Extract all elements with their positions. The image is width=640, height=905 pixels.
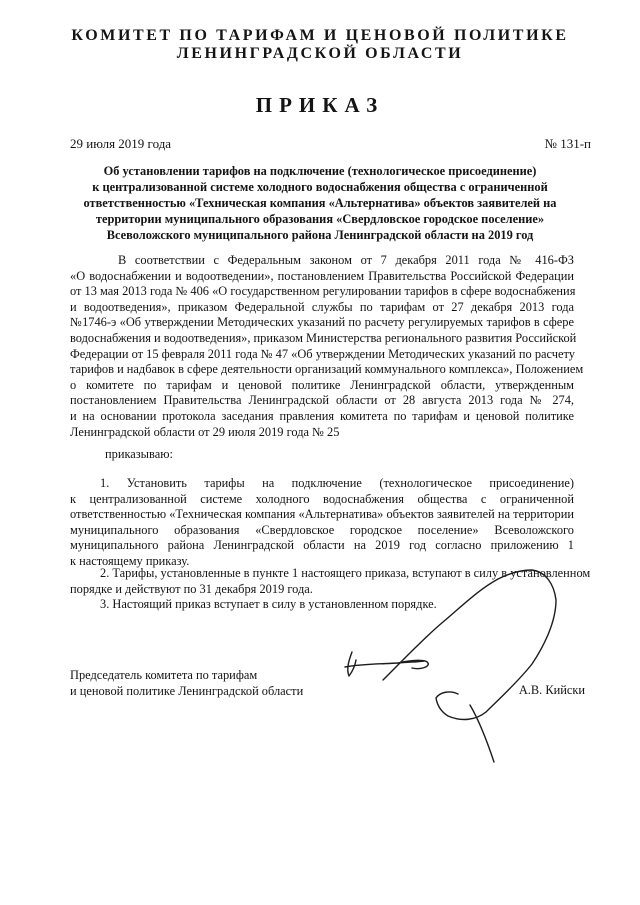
paragraph-line: постановлением Правительства Ленинградской области от 28 августа 2013 года № 274, [70, 393, 574, 408]
signatory-name: А.В. Кийски [518, 683, 585, 697]
paragraph-line: 1. Установить тарифы на подключение (технологическое присоединение) [100, 476, 574, 490]
position-line: и ценовой политике Ленинградской области [70, 683, 304, 698]
order-item-1 [70, 476, 574, 570]
order-item-3 [70, 597, 574, 613]
paragraph-line: 3. Настоящий приказ вступает в силу в установленном порядке. [100, 597, 437, 611]
paragraph-line: о комитете по тарифам и ценовой политике Ленинградской области, утвержденным [70, 377, 574, 392]
subject-line: Всеволожского муниципального района Ленинградской области на 2019 год [106, 228, 534, 242]
paragraph-line: водоснабжения и водоотведения», приказом Министерства регионального развития Российской [70, 330, 577, 345]
paragraph-line: ответственностью «Техническая компания «Альтернатива» объектов заявителей на территории [70, 507, 574, 522]
organization-name-line1: КОМИТЕТ ПО ТАРИФАМ И ЦЕНОВОЙ ПОЛИТИКЕ [71, 27, 569, 44]
document-date: 29 июля 2019 года [70, 136, 172, 151]
paragraph-line: В соответствии с Федеральным законом от 7 декабря 2011 года № 416-ФЗ [118, 253, 574, 267]
document-title: ПРИКАЗ [255, 93, 385, 117]
subject-line: территории муниципального образования «Свердловское городское поселение» [95, 212, 545, 226]
paragraph-line: к централизованной системе холодного водоснабжения общества с ограниченной [70, 491, 574, 506]
document-number: № 131-п [544, 136, 591, 151]
paragraph-line: и водоотведения», приказом Федеральной службы по тарифам от 27 декабря 2013 года [70, 299, 574, 314]
paragraph-line: Федерации от 15 февраля 2011 года № 47 «Об утверждении Методических указаний по расчету [70, 346, 575, 361]
subject-line: ответственностью «Техническая компания «Альтернатива» объектов заявителей на [83, 196, 557, 210]
paragraph-line: от 13 мая 2013 года № 406 «О государственном регулировании тарифов в сфере водоснабжения [70, 284, 576, 299]
paragraph-line: и на основании протокола заседания правления комитета по тарифам и ценовой политике [70, 408, 574, 423]
organization-name-line2: ЛЕНИНГРАДСКОЙ ОБЛАСТИ [176, 45, 464, 62]
order-item-2 [70, 566, 591, 597]
paragraph-line: №1746-э «Об утверждении Методических указаний по расчету регулируемых тарифов в сфере [70, 315, 574, 330]
paragraph-line: к настоящему приказу. [70, 553, 190, 568]
paragraph-line: муниципального образования «Свердловское городское поселение» Всеволожского [70, 522, 574, 537]
paragraph-line: порядке и действуют по 31 декабря 2019 года. [70, 581, 313, 596]
paragraph-line: муниципального района Ленинградской области на 2019 год согласно приложению 1 [70, 538, 574, 553]
subject-line: к централизованной системе холодного водоснабжения общества с ограниченной [92, 180, 548, 194]
document-subject [64, 163, 576, 243]
paragraph-line: Ленинградской области от 29 июля 2019 года № 25 [70, 424, 340, 439]
order-word: приказываю: [105, 447, 173, 461]
paragraph-line: «О водоснабжении и водоотведении», постановлением Правительства Российской Федерации [70, 268, 574, 283]
position-line: Председатель комитета по тарифам [70, 668, 258, 682]
preamble-paragraph [70, 253, 584, 440]
subject-line: Об установлении тарифов на подключение (технологическое присоединение) [103, 164, 537, 178]
paragraph-line: тарифов и надбавок в сфере деятельности организаций коммунального комплекса», Положением [70, 362, 584, 377]
paragraph-line: 2. Тарифы, установленные в пункте 1 настоящего приказа, вступают в силу в установленном [100, 566, 591, 580]
signatory-position [70, 668, 303, 699]
